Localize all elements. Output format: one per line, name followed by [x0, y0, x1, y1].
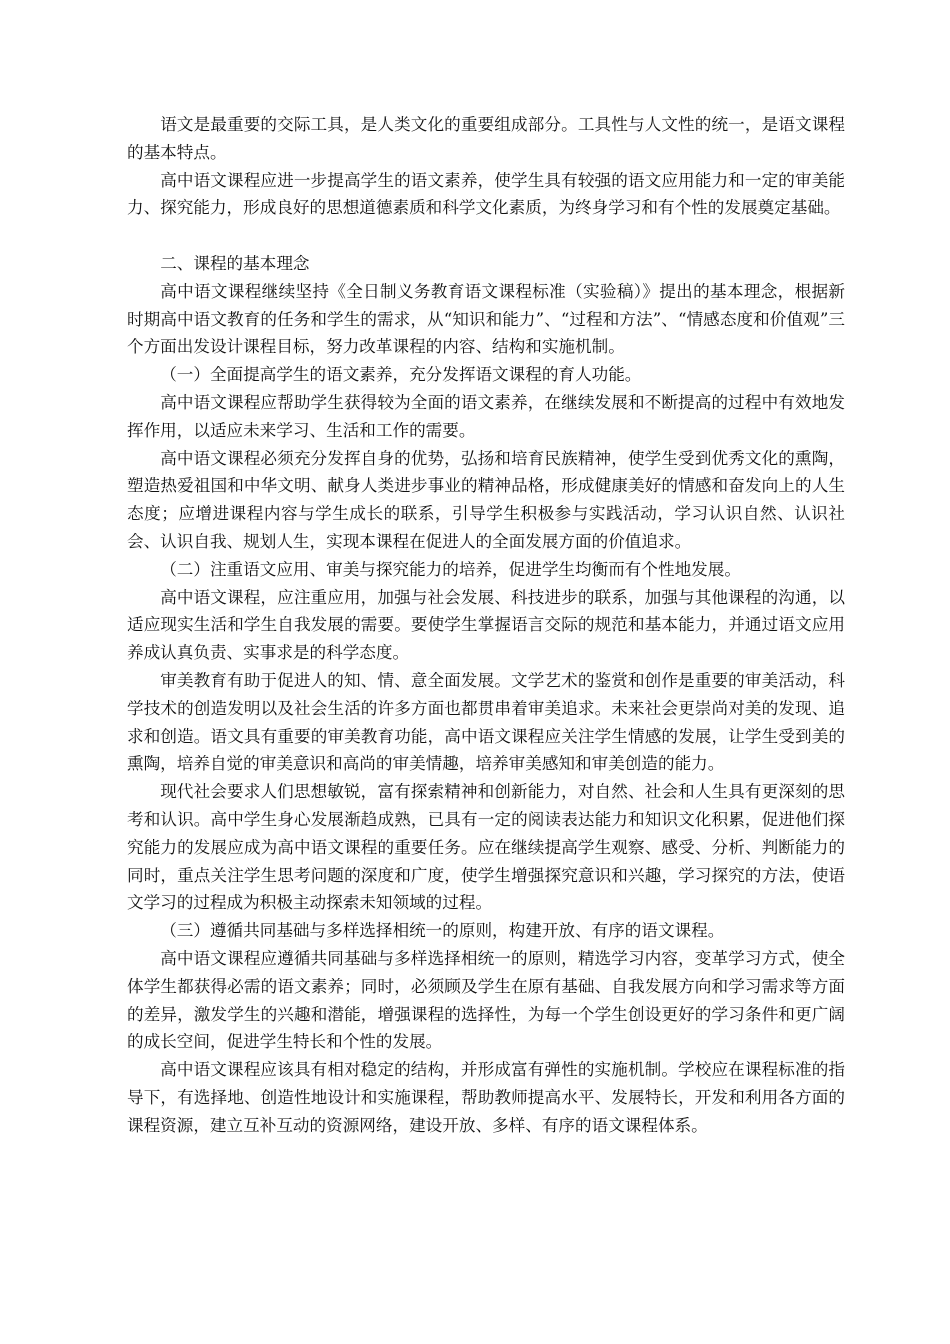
- paragraph: 高中语文课程应进一步提高学生的语文素养，使学生具有较强的语文应用能力和一定的审美能力、探究能力，形成良好的思想道德素质和科学文化素质，为终身学习和有个性的发展奠定基础。: [127, 170, 845, 218]
- subsection-heading: （一）全面提高学生的语文素养，充分发挥语文课程的育人功能。: [160, 365, 642, 385]
- paragraph: 高中语文课程应遵循共同基础与多样选择相统一的原则，精选学习内容，变革学习方式，使全体学生都获得必需的语文素养；同时，必须顾及学生在原有基础、自我发展方向和学习需求等方面的差异，激发学生的兴趣和潜能，增强课程的选择性，为每一个学生创设更好的学习条件和更广阔的成长空间，促进学生特长和个性的发展。: [127, 948, 845, 1052]
- paragraph: 高中语文课程，应注重应用，加强与社会发展、科技进步的联系，加强与其他课程的沟通，以适应现实生活和学生自我发展的需要。要使学生掌握语言交际的规范和基本能力，并通过语文应用养成认真负责、实事求是的科学态度。: [127, 587, 845, 663]
- paragraph: 高中语文课程应该具有相对稳定的结构，并形成富有弹性的实施机制。学校应在课程标准的指导下，有选择地、创造性地设计和实施课程，帮助教师提高水平、发展特长，开发和利用各方面的课程资源，建立互补互动的资源网络，建设开放、多样、有序的语文课程体系。: [127, 1060, 845, 1135]
- paragraph: 现代社会要求人们思想敏锐，富有探索精神和创新能力，对自然、社会和人生具有更深刻的思考和认识。高中学生身心发展渐趋成熟，已具有一定的阅读表达能力和知识文化积累，促进他们探究能力的发展应成为高中语文课程的重要任务。应在继续提高学生观察、感受、分析、判断能力的同时，重点关注学生思考问题的深度和广度，使学生增强探究意识和兴趣，学习探究的方法，使语文学习的过程成为积极主动探索未知领域的过程。: [127, 782, 845, 913]
- paragraph: 语文是最重要的交际工具，是人类文化的重要组成部分。工具性与人文性的统一，是语文课程的基本特点。: [127, 115, 845, 162]
- subsection-heading: （三）遵循共同基础与多样选择相统一的原则，构建开放、有序的语文课程。: [160, 921, 725, 941]
- paragraph-gap: [127, 222, 845, 250]
- subsection-heading: （二）注重语文应用、审美与探究能力的培养，促进学生均衡而有个性地发展。: [160, 559, 741, 579]
- document-page: [127, 111, 845, 1139]
- paragraph: 高中语文课程应帮助学生获得较为全面的语文素养，在继续发展和不断提高的过程中有效地发挥作用，以适应未来学习、生活和工作的需要。: [127, 392, 845, 440]
- paragraph: 高中语文课程继续坚持《全日制义务教育语文课程标准（实验稿）》提出的基本理念，根据新时期高中语文教育的任务和学生的需求，从“知识和能力”、“过程和方法”、“情感态度和价值观”三个方面出发设计课程目标，努力改革课程的内容、结构和实施机制。: [127, 281, 845, 357]
- paragraph: 审美教育有助于促进人的知、情、意全面发展。文学艺术的鉴赏和创作是重要的审美活动，科学技术的创造发明以及社会生活的许多方面也都贯串着审美追求。未来社会更崇尚对美的发现、追求和创造。语文具有重要的审美教育功能，高中语文课程应关注学生情感的发展，让学生受到美的熏陶，培养自觉的审美意识和高尚的审美情趣，培养审美感知和审美创造的能力。: [127, 670, 845, 774]
- section-heading: 二、课程的基本理念: [160, 253, 310, 273]
- paragraph: 高中语文课程必须充分发挥自身的优势，弘扬和培育民族精神，使学生受到优秀文化的熏陶，塑造热爱祖国和中华文明、献身人类进步事业的精神品格，形成健康美好的情感和奋发向上的人生态度；应增进课程内容与学生成长的联系，引导学生积极参与实践活动，学习认识自然、认识社会、认识自我、规划人生，实现本课程在促进人的全面发展方面的价值追求。: [127, 448, 845, 551]
